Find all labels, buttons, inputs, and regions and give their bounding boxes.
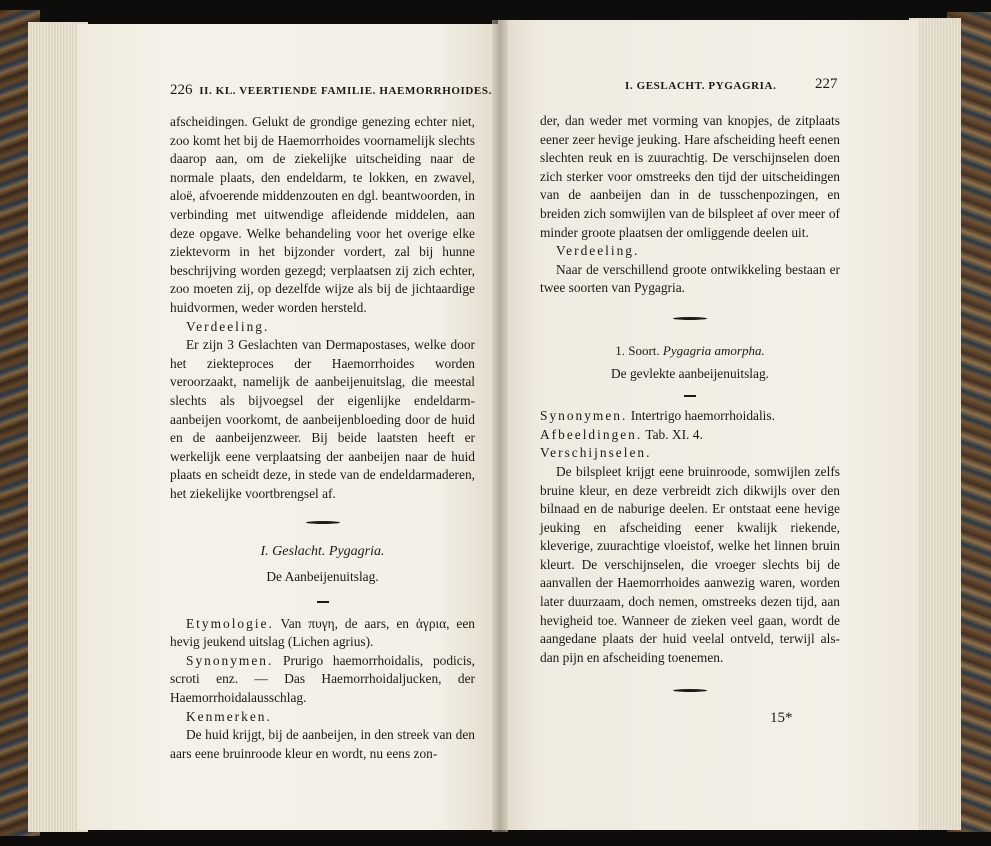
- left-paragraph-2: Er zijn 3 Geslachten van Dermapostases, welke door het ziekteproces der Haemorrhoides worden veroorzaakt, namelijk de aanbeijenuitslag, die meestal slechts als bijvoegsel der eigenlijke endeldarm-aanbeijen voorkomt, de aanbeijenbloeding door de huid en de aanbeijenzweer. Bij beide laatsten heeft er werkelijk eene verplaatsing der aanbeijen naar de huid plaats en scheidt deze, in stede van de endeldarmaderen, het ziekelijke voortbrengsel af.: [170, 337, 475, 501]
- right-page-text: [540, 112, 840, 699]
- afbeeldingen-label: Afbeeldingen.: [540, 426, 643, 442]
- short-rule: [170, 595, 475, 609]
- right-running-title: I. GESLACHT. PYGAGRIA.: [625, 80, 777, 92]
- synonymen-label-left: Synonymen.: [186, 652, 274, 668]
- species-name: Pygagria amorpha.: [662, 342, 765, 358]
- right-verdeeling-heading: Verdeeling.: [556, 243, 640, 259]
- left-running-head: [170, 82, 492, 99]
- kenmerken-label: Kenmerken.: [186, 708, 272, 724]
- signature-mark: 15*: [770, 710, 793, 726]
- section-ornament-right: [540, 310, 840, 328]
- synonymen-text-left: Prurigo haemorrhoidalis, podicis, scroti enz. — Das Haemorrhoidaljucken, der Haemorrhoidalausschlag.: [170, 652, 475, 706]
- signature-mark-wrap: [770, 710, 793, 727]
- etymologie-text: Van πυγη, de aars, en ἀγρια, een hevig jeukend uitslag (Lichen agrius).: [170, 615, 475, 650]
- left-running-title: II. KL. VEERTIENDE FAMILIE. HAEMORRHOIDES.: [199, 85, 492, 97]
- right-running-head: [625, 80, 776, 92]
- short-rule-right: [540, 389, 840, 403]
- right-page-number: 227: [815, 76, 838, 92]
- right-page-number-wrap: [815, 76, 838, 93]
- left-paragraph-1: afscheidingen. Gelukt de grondige genezing echter niet, zoo komt het bij de Haemorrhoides voornamelijk slechts daarop aan, om de ziekelijke uitscheiding naar de normale plaats, den endeldarm, te lokken, en zwavel, aloë, afvoerende middenzouten en dgl. beantwoorden, in verbinding met uitwendige afleidende middelen, aan deze opgave. Welke behandeling voor het overige elke ziektevorm in het bijzonder vordert, zal bij hunne beschrijving worden gezegd; verplaatsen zij zich echter, zoo moeten zij, op dezelfde wijze als bij de jichtaardige huidvormen, weder worden hersteld.: [170, 114, 475, 315]
- section-ornament: [170, 513, 475, 531]
- kenmerken-text: De huid krijgt, bij de aanbeijen, in den streek van den aars eene bruinroode kleur en wordt, nu eens zon-: [170, 727, 475, 761]
- end-ornament: [540, 681, 840, 699]
- left-page-text: [170, 113, 475, 763]
- etymologie-label: Etymologie.: [186, 615, 274, 631]
- right-paragraph-1: der, dan weder met vorming van knopjes, de zitplaats eener zeer hevige jeuking. Hare afscheiding heeft eenen slechten reuk en is zuurachtig. De verschijnselen doen zich sterker voor omstreeks den tijd der uitscheidingen van de aanbeijen dan in de tusschenpozingen, en breiden zich somwijlen van de bilspleet af over meer of minder groote plaatsen der omliggende deelen uit.: [540, 113, 840, 240]
- left-verdeeling-heading: Verdeeling.: [186, 318, 270, 334]
- species-number: 1. Soort.: [615, 342, 660, 358]
- left-page-number: 226: [170, 82, 193, 98]
- verschijnselen-text: De bilspleet krijgt eene bruinroode, somwijlen zelfs bruine kleur, en deze verbreidt zich dikwijls over den bilnaad en de naburige deelen. Er ontstaat eene hevige jeuking en afscheiding eener kwalijk riekende, kleverige, zuurachtige vloeistof, welke het linnen bruin kleurt. De verschijnselen, die vroeger slechts bij de aanvallen der Haemorrhoides aanwezig waren, worden later duurzaam, doch nemen, omstreeks dezen tijd, aan hevigheid toe. Wanneer de zieken veel gaan, wordt de aangedane plaats der huid veelal ontveld, terwijl als-dan pijn en afscheiding toenemen.: [540, 463, 840, 665]
- genus-subtitle: De Aanbeijenuitslag.: [266, 569, 379, 585]
- synonymen-text-right: Intertrigo haemorrhoidalis.: [630, 408, 775, 424]
- synonymen-label-right: Synonymen.: [540, 408, 628, 424]
- book-gutter: [492, 20, 508, 832]
- right-paragraph-2: Naar de verschillend groote ontwikkeling bestaan er twee soorten van Pygagria.: [540, 261, 840, 296]
- genus-title: I. Geslacht. Pygagria.: [260, 544, 385, 560]
- afbeeldingen-text: Tab. XI. 4.: [645, 426, 703, 442]
- species-subtitle: De gevlekte aanbeijenuitslag.: [610, 365, 770, 381]
- verschijnselen-label: Verschijnselen.: [540, 445, 652, 461]
